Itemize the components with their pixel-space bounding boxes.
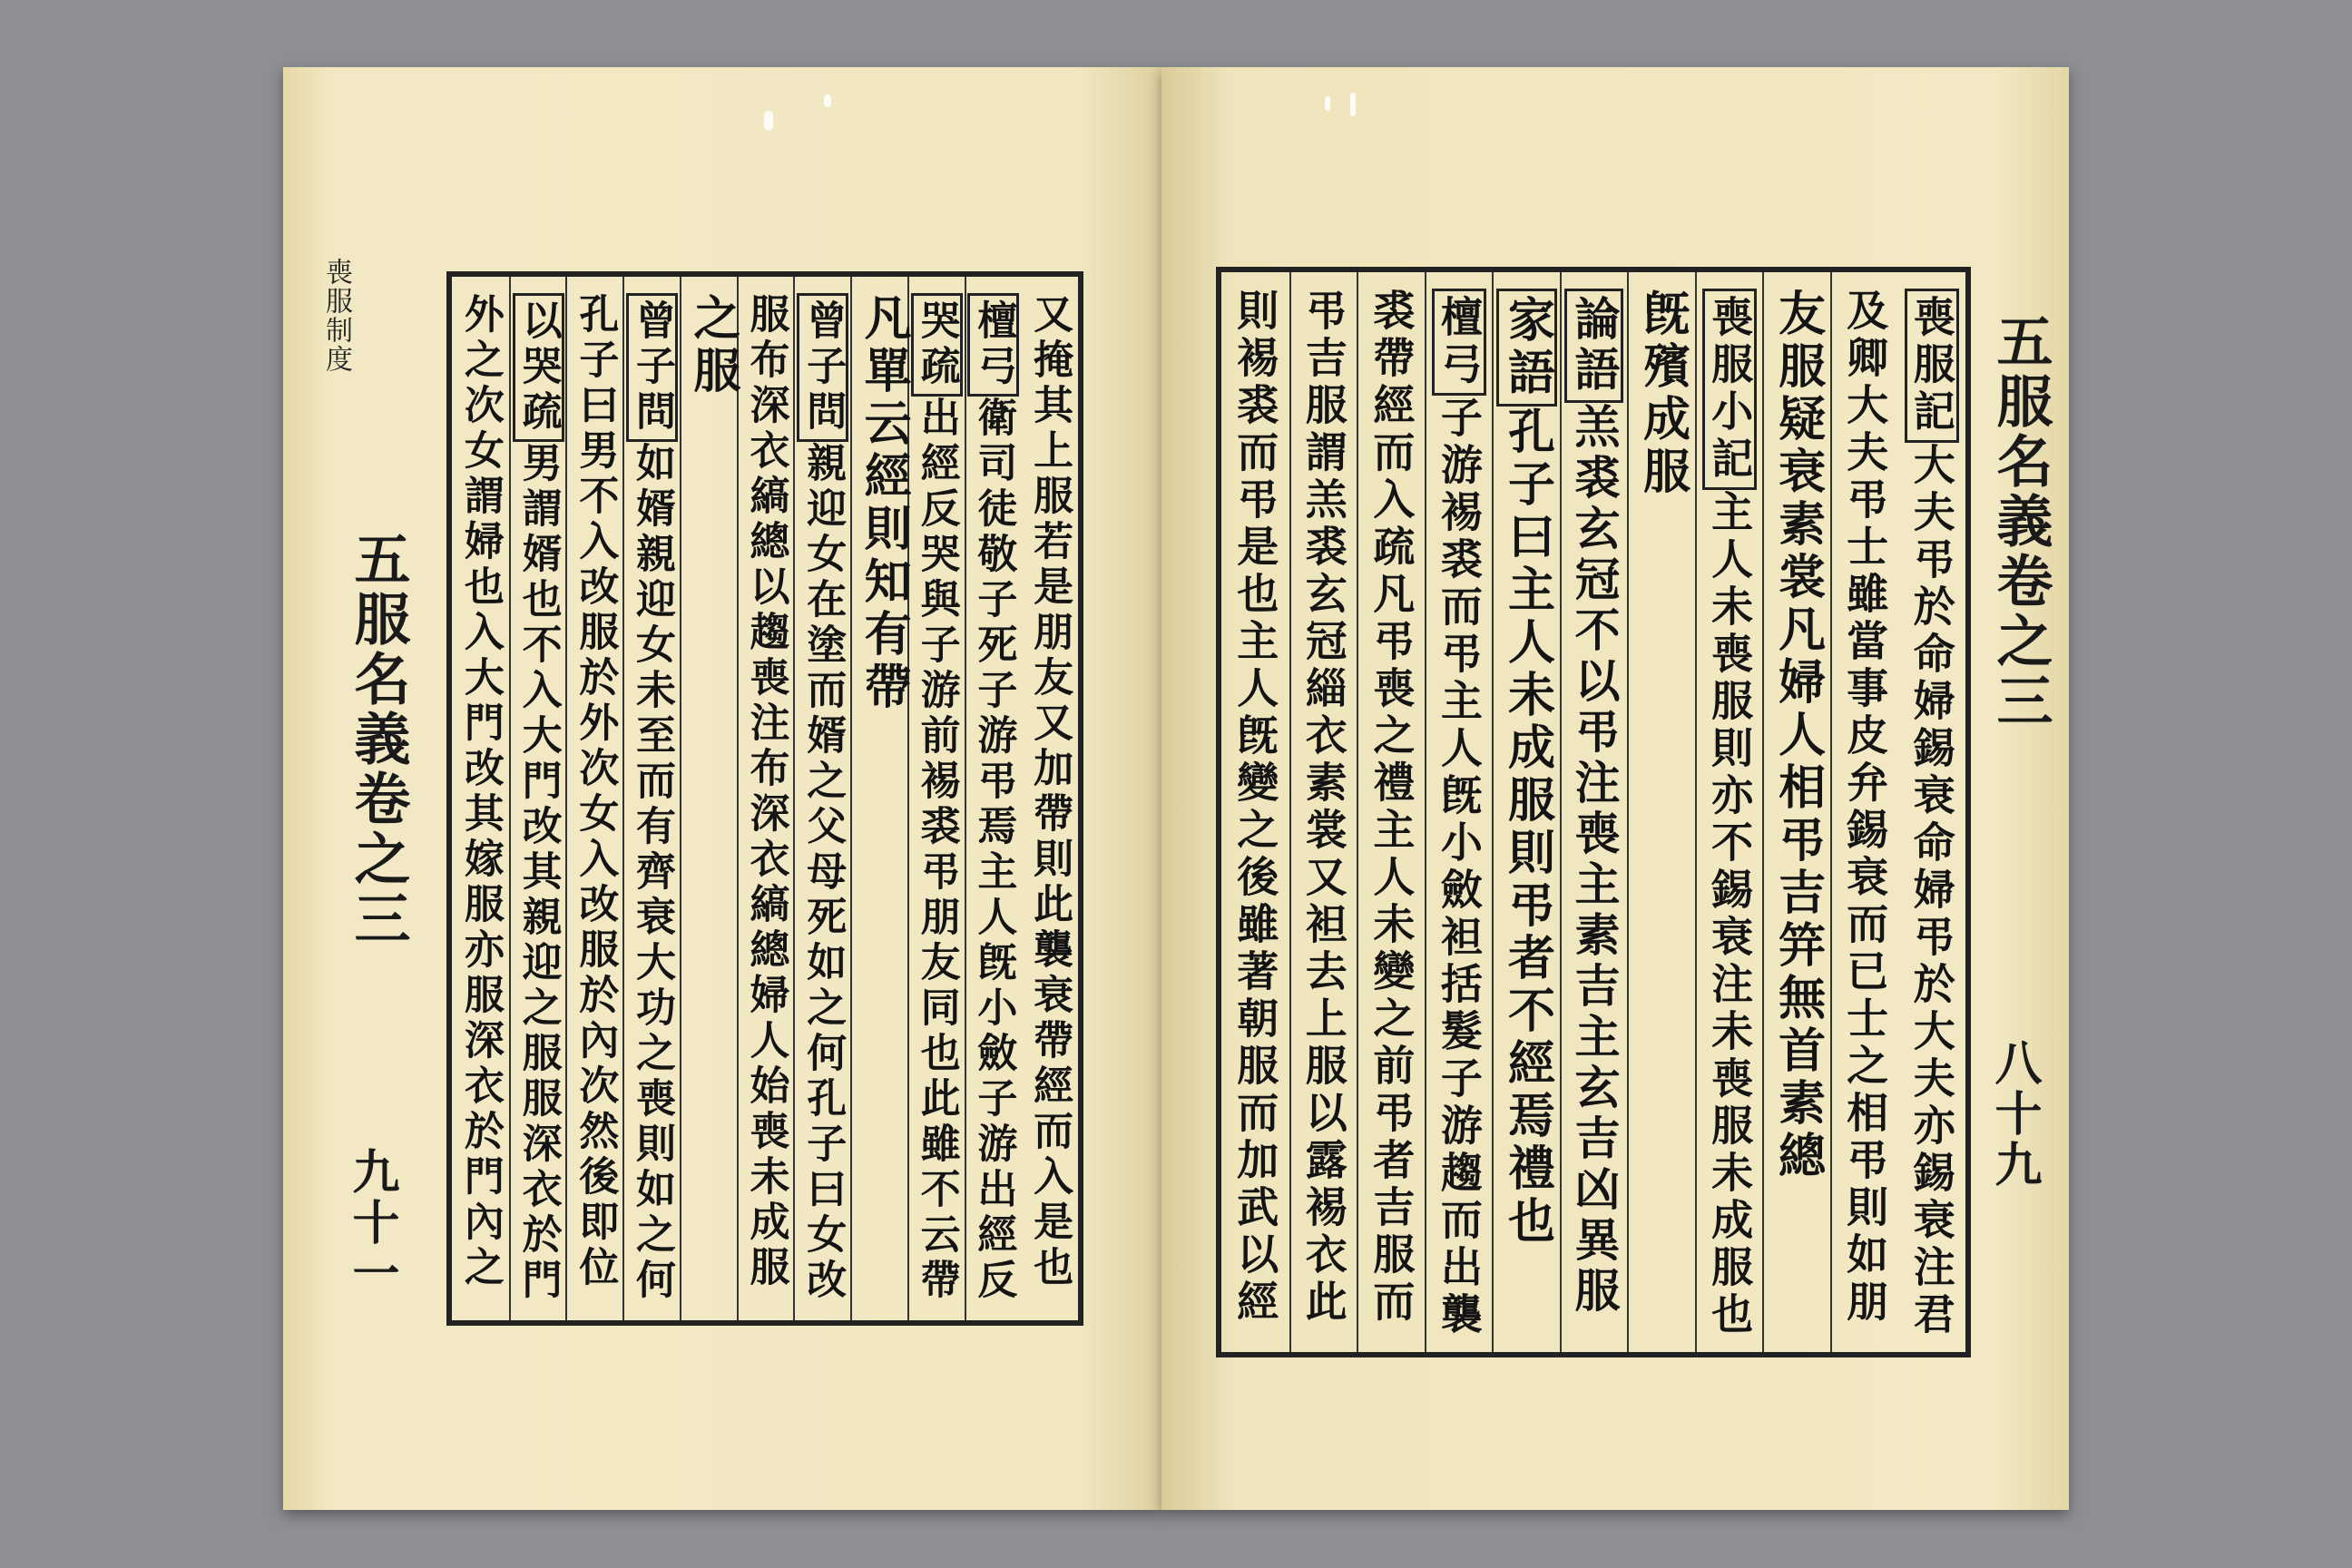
text-column — [509, 277, 566, 1320]
text-column — [622, 277, 680, 1320]
source-tag: 哭疏 — [911, 293, 963, 397]
text-column — [965, 277, 1022, 1320]
source-tag: 喪服記 — [1905, 289, 1959, 443]
text-column — [1357, 272, 1425, 1352]
text-column — [793, 277, 850, 1320]
column-body: 親迎女在塗而婿之父母死如之何孔子曰女改 — [799, 442, 847, 1304]
left-page-margin — [301, 203, 437, 1383]
column-text — [1632, 289, 1693, 499]
column-body: 羔裘玄冠不以弔注喪主素吉主玄吉凶異服 — [1567, 403, 1622, 1318]
column-body: 及卿大夫弔士雖當事皮弁錫衰而已士之相弔則如朋 — [1840, 289, 1890, 1327]
text-column — [850, 277, 912, 1320]
text-column — [1762, 272, 1830, 1352]
text-column — [1221, 272, 1289, 1352]
column-body: 如婿親迎女未至而有齊衰大功之喪則如之何 — [629, 442, 676, 1304]
source-tag: 曾子問 — [797, 293, 848, 442]
column-text — [1432, 289, 1486, 1339]
source-tag: 家語 — [1496, 289, 1557, 407]
column-text — [1838, 289, 1892, 1327]
column-body: 主人未喪服則亦不錫衰注未喪服未成服也 — [1705, 490, 1755, 1339]
column-text — [1228, 289, 1282, 1327]
source-tag: 檀弓 — [1432, 289, 1486, 396]
text-column — [680, 277, 740, 1320]
column-text — [1905, 289, 1959, 1339]
margin-title: 喪服制度 — [320, 258, 352, 374]
text-column — [737, 277, 794, 1320]
source-tag: 檀弓 — [967, 293, 1019, 397]
column-body: 孔子曰主人未成服則弔者不經焉禮也 — [1499, 407, 1555, 1249]
column-text — [1767, 289, 1828, 1183]
column-body: 則裼裘而弔是也主人旣變之後雖著朝服而加武以經 — [1230, 289, 1280, 1327]
column-body: 又掩其上服若是朋友又加帶則此襲衰帶經而入是也 — [1026, 293, 1073, 1291]
text-column — [1830, 272, 1898, 1352]
column-body: 弔吉服謂羔裘玄冠緇衣素裳又袒去上服以露裼衣此 — [1298, 289, 1348, 1327]
column-body: 孔子曰男不入改服於外次女入改服於內次然後即位 — [572, 293, 619, 1291]
column-body: 裘帶經而入疏凡弔喪之禮主人未變之前弔者吉服而 — [1367, 289, 1416, 1327]
text-column — [1021, 277, 1078, 1320]
column-text — [740, 293, 791, 1291]
column-body: 男謂婿也不入大門改其親迎之服服深衣於門 — [514, 442, 562, 1304]
column-text — [455, 293, 506, 1291]
text-column — [1897, 272, 1965, 1352]
left-text-frame — [446, 271, 1083, 1326]
worm-hole — [1325, 96, 1330, 111]
text-column — [452, 277, 509, 1320]
column-text — [852, 293, 914, 714]
column-text — [1364, 289, 1418, 1327]
text-column — [1289, 272, 1357, 1352]
column-text — [1024, 293, 1075, 1291]
column-text — [626, 293, 678, 1304]
column-text — [797, 293, 848, 1304]
column-body: 子游裼裘而弔主人旣小斂袒括髮子游趨而出襲 — [1434, 396, 1484, 1339]
open-book — [283, 67, 2069, 1510]
margin-book-title: 五服名義卷之三 — [1987, 312, 2053, 731]
column-body: 服布深衣縞總以趨喪注布深衣縞總婦人始喪未成服 — [742, 293, 789, 1291]
column-body: 出經反哭與子游前裼裘弔朋友同也此雖不云帶 — [913, 397, 960, 1304]
column-body: 大夫弔於命婦錫衰命婦弔於大夫亦錫衰注君 — [1906, 443, 1956, 1339]
source-tag: 以哭疏 — [513, 293, 564, 442]
column-body: 凡單云經則知有帶 — [856, 293, 912, 714]
text-column — [1492, 272, 1560, 1352]
text-column — [1560, 272, 1628, 1352]
right-text-frame — [1216, 267, 1971, 1357]
column-body: 友服疑衰素裳凡婦人相弔吉笄無首素總 — [1769, 289, 1826, 1183]
text-column — [907, 277, 965, 1320]
column-text — [911, 293, 963, 1304]
text-column — [1695, 272, 1763, 1352]
column-text — [1297, 289, 1351, 1327]
column-text — [1564, 289, 1623, 1318]
right-page-margin — [1969, 203, 2060, 1383]
source-tag: 喪服小記 — [1702, 289, 1757, 490]
source-tag: 論語 — [1564, 289, 1623, 403]
margin-folio: 九十一 — [344, 1147, 399, 1299]
text-column — [1627, 272, 1695, 1352]
left-page — [283, 67, 1161, 1510]
column-text — [1495, 289, 1557, 1249]
margin-book-title: 五服名義卷之三 — [345, 530, 411, 949]
column-body: 之服 — [684, 293, 740, 398]
column-text — [1702, 289, 1757, 1339]
worm-hole — [824, 94, 831, 107]
column-text — [569, 293, 621, 1291]
text-column — [565, 277, 622, 1320]
column-text — [681, 293, 743, 398]
column-text — [967, 293, 1019, 1304]
margin-folio: 八十九 — [1986, 1038, 2042, 1191]
right-page — [1161, 67, 2069, 1510]
source-tag: 曾子問 — [626, 293, 678, 442]
text-column — [1425, 272, 1493, 1352]
worm-hole — [1350, 93, 1356, 116]
worm-hole — [764, 111, 773, 131]
column-body: 衛司徒敬子死子游弔焉主人旣小斂子游出經反 — [970, 397, 1017, 1304]
column-body: 旣殯成服 — [1634, 289, 1690, 499]
column-text — [513, 293, 564, 1304]
column-body: 外之次女謂婦也入大門改其嫁服亦服深衣於門內之 — [456, 293, 504, 1291]
